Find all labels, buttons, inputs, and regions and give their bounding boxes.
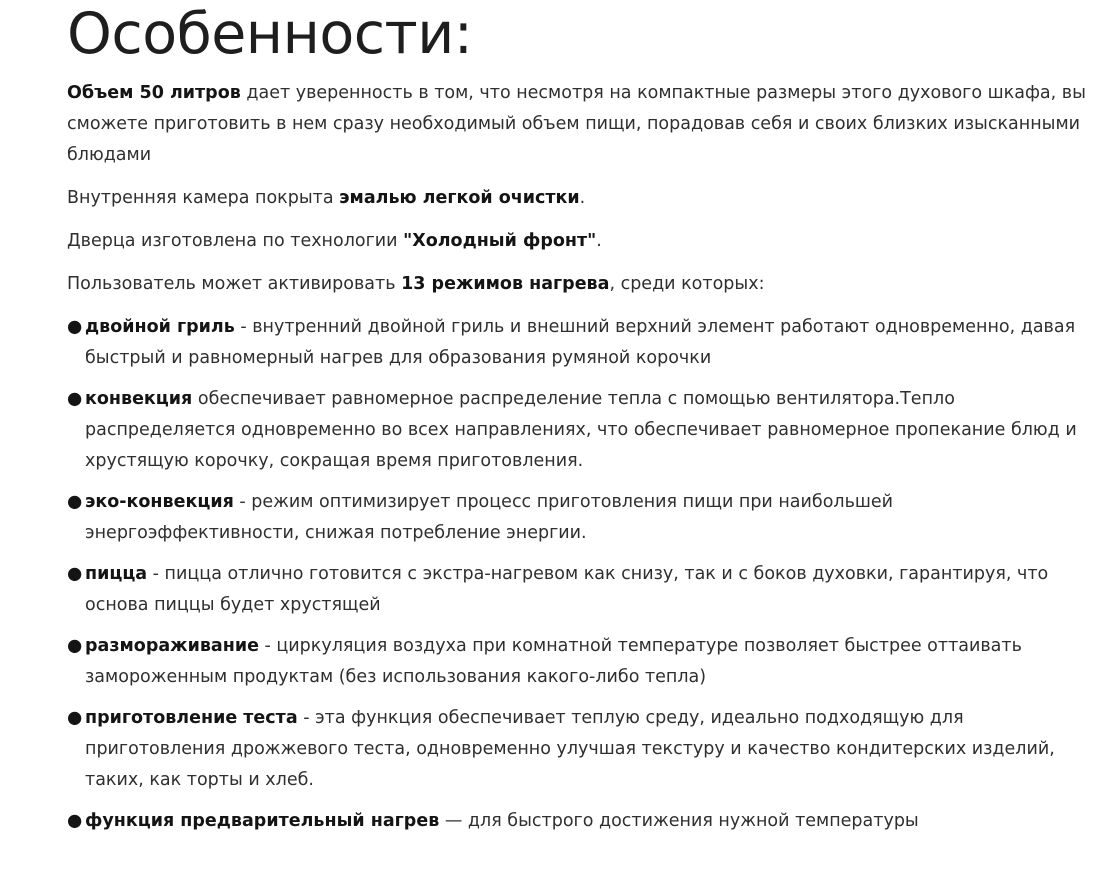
mode-name: приготовление теста — [85, 708, 298, 728]
mode-pizza — [67, 559, 1101, 621]
mode-name: размораживание — [85, 636, 259, 656]
mode-dough-proofing — [67, 703, 1101, 796]
bullet-icon: ● — [67, 564, 83, 584]
mode-name: конвекция — [85, 389, 193, 409]
bullet-icon: ● — [67, 492, 83, 512]
mode-name: эко-конвекция — [85, 492, 234, 512]
door-paragraph — [67, 226, 1101, 257]
mode-preheat — [67, 806, 1101, 837]
mode-description: - пицца отлично готовится с экстра-нагревом как снизу, так и с боков духовки, гарантируя, что основа пиццы будет хрустящей — [85, 564, 1049, 615]
mode-eco-convection — [67, 487, 1101, 549]
mode-name: функция предварительный нагрев — [85, 811, 440, 831]
bullet-icon: ● — [67, 636, 83, 656]
mode-description: - циркуляция воздуха при комнатной температуре позволяет быстрее оттаивать замороженным продуктам (без использования какого-либо тепла) — [85, 636, 1022, 687]
door-highlight: "Холодный фронт" — [403, 231, 597, 251]
modes-count-highlight: 13 режимов нагрева — [401, 274, 610, 294]
bullet-icon: ● — [67, 811, 83, 831]
page-title: Особенности: — [67, 1, 473, 67]
enamel-paragraph — [67, 183, 1101, 214]
mode-description: - режим оптимизирует процесс приготовления пищи при наибольшей энергоэффективности, снижая потребление энергии. — [85, 492, 894, 543]
mode-description: обеспечивает равномерное распределение тепла с помощью вентилятора.Тепло распределяется одновременно во всех направлениях, что обеспечивает равномерное пропекание блюд и хрустящую корочку, сокращая время приготовления. — [85, 389, 1077, 471]
bullet-icon: ● — [67, 708, 83, 728]
mode-double-grill — [67, 312, 1101, 374]
enamel-highlight: эмалью легкой очистки — [339, 188, 580, 208]
bullet-icon: ● — [67, 317, 83, 337]
heating-modes-list — [67, 312, 1101, 837]
mode-name: пицца — [85, 564, 148, 584]
enamel-prefix: Внутренняя камера покрыта — [67, 188, 340, 208]
mode-description: - внутренний двойной гриль и внешний верхний элемент работают одновременно, давая быстрый и равномерный нагрев для образования румяной корочки — [85, 317, 1076, 368]
modes-intro-prefix: Пользователь может активировать — [67, 274, 402, 294]
mode-name: двойной гриль — [85, 317, 235, 337]
mode-description: — для быстрого достижения нужной температуры — [439, 811, 919, 831]
features-section — [67, 0, 1101, 847]
mode-description: - эта функция обеспечивает теплую среду, идеально подходящую для приготовления дрожжевого теста, одновременно улучшая текстуру и качество кондитерских изделий, таких, как торты и хлеб. — [85, 708, 1055, 790]
modes-intro-suffix: , среди которых: — [609, 274, 765, 294]
door-suffix: . — [596, 231, 602, 251]
mode-defrost — [67, 631, 1101, 693]
mode-convection — [67, 384, 1101, 477]
bullet-icon: ● — [67, 389, 83, 409]
volume-text: дает уверенность в том, что несмотря на компактные размеры этого духового шкафа, вы сможете приготовить в нем сразу необходимый объем пищи, порадовав себя и своих близких изысканными блюдами — [67, 83, 1086, 165]
door-prefix: Дверца изготовлена по технологии — [67, 231, 404, 251]
modes-intro-paragraph — [67, 269, 1101, 300]
volume-highlight: Объем 50 литров — [67, 83, 241, 103]
volume-paragraph — [67, 78, 1101, 171]
enamel-suffix: . — [579, 188, 586, 208]
